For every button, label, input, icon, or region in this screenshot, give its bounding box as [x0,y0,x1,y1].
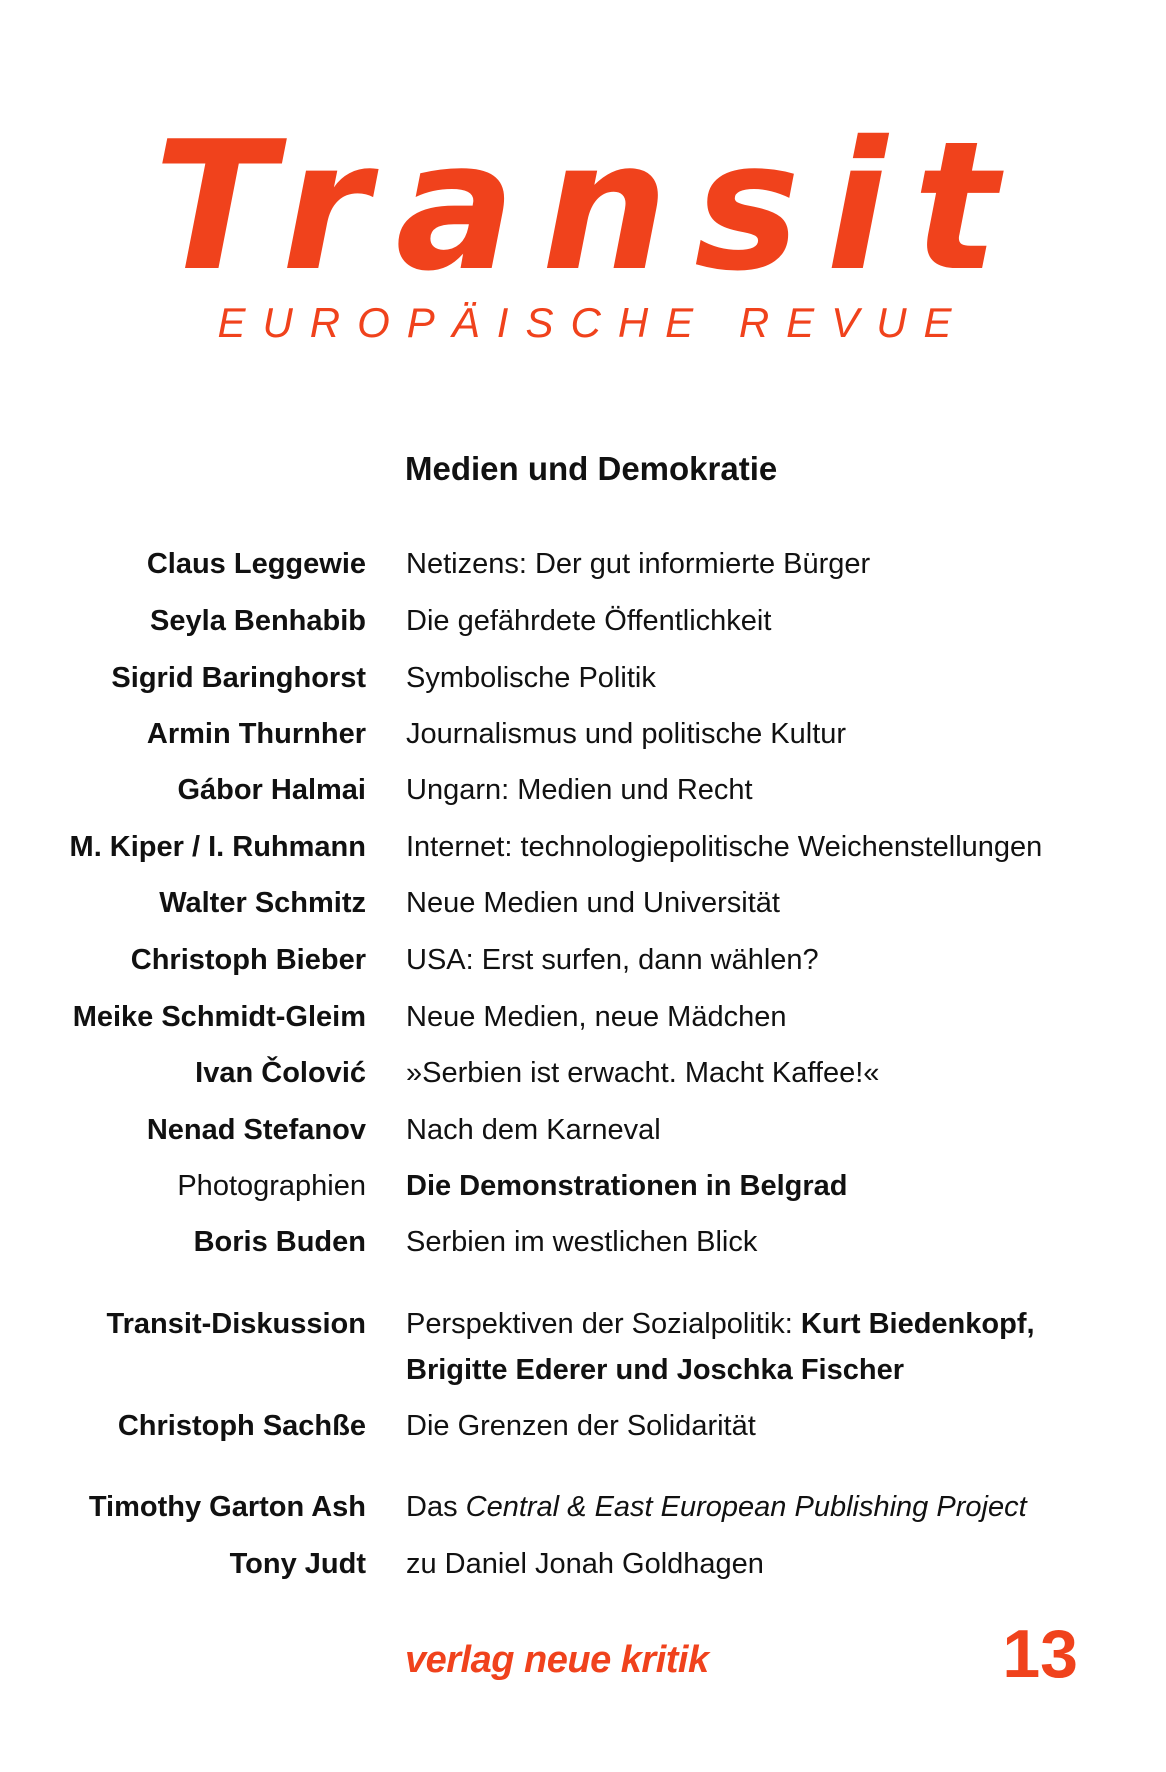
toc-row [0,1112,1166,1160]
toc-row [0,716,1166,764]
toc-author: Meike Schmidt-Gleim [72,1001,366,1033]
toc-title: Internet: technologiepolitische Weichenstellungen [406,831,1043,863]
toc-author: Photographien [177,1170,366,1202]
toc-author: Christoph Bieber [130,944,366,976]
toc-row [0,603,1166,651]
toc-title: Serbien im westlichen Blick [406,1226,758,1258]
magazine-title: Transit [153,103,1025,310]
toc-title: Neue Medien, neue Mädchen [406,1001,787,1033]
toc-title: Die Demonstrationen in Belgrad [406,1170,848,1202]
toc-row [0,942,1166,990]
toc-author: Tony Judt [229,1548,366,1580]
toc-title: »Serbien ist erwacht. Macht Kaffee!« [406,1057,880,1089]
toc-title-continued: Brigitte Ederer und Joschka Fischer [406,1354,904,1386]
toc-row [0,1224,1166,1272]
toc-title: Perspektiven der Sozialpolitik: Kurt Biedenkopf, [406,1308,1035,1340]
toc-author: Christoph Sachße [117,1410,366,1442]
toc-author: Gábor Halmai [177,774,366,806]
toc-author: Sigrid Baringhorst [111,662,366,694]
toc-title: zu Daniel Jonah Goldhagen [406,1548,764,1580]
toc-row-discussion [0,1306,1166,1402]
toc-author: Nenad Stefanov [146,1114,366,1146]
toc-row [0,1489,1166,1537]
issue-number: 13 [1002,1616,1078,1692]
toc-author: Boris Buden [193,1226,366,1258]
issue-theme-title: Medien und Demokratie [405,450,778,487]
toc-row [0,1408,1166,1456]
magazine-subtitle: EUROPÄISCHE REVUE [217,299,969,346]
toc-row [0,1168,1166,1216]
publisher-name: verlag neue kritik [405,1639,709,1681]
toc-row [0,999,1166,1047]
toc-row [0,772,1166,820]
toc-author: Seyla Benhabib [150,605,366,637]
toc-row [0,1546,1166,1594]
toc-row [0,885,1166,933]
toc-author: M. Kiper / I. Ruhmann [69,831,366,863]
toc-row [0,546,1166,594]
toc-title: Journalismus und politische Kultur [406,718,847,750]
toc-author: Claus Leggewie [146,548,366,580]
toc-author: Ivan Čolović [195,1057,366,1089]
toc-author: Timothy Garton Ash [88,1491,366,1523]
toc-title: Die Grenzen der Solidarität [406,1410,756,1442]
toc-author: Transit-Diskussion [106,1308,366,1340]
toc-row [0,660,1166,708]
toc-title: Das Central & East European Publishing Project [406,1491,1027,1523]
toc-title: Ungarn: Medien und Recht [406,774,753,806]
toc-row [0,829,1166,877]
toc-title: Netizens: Der gut informierte Bürger [406,548,871,580]
toc-title: Die gefährdete Öffentlichkeit [406,605,772,637]
toc-row [0,1055,1166,1103]
toc-title: Nach dem Karneval [406,1114,661,1146]
toc-title: Symbolische Politik [406,662,656,694]
toc-title: Neue Medien und Universität [406,887,780,919]
toc-author: Armin Thurnher [146,718,366,750]
toc-author: Walter Schmitz [159,887,366,919]
toc-title: USA: Erst surfen, dann wählen? [406,944,819,976]
